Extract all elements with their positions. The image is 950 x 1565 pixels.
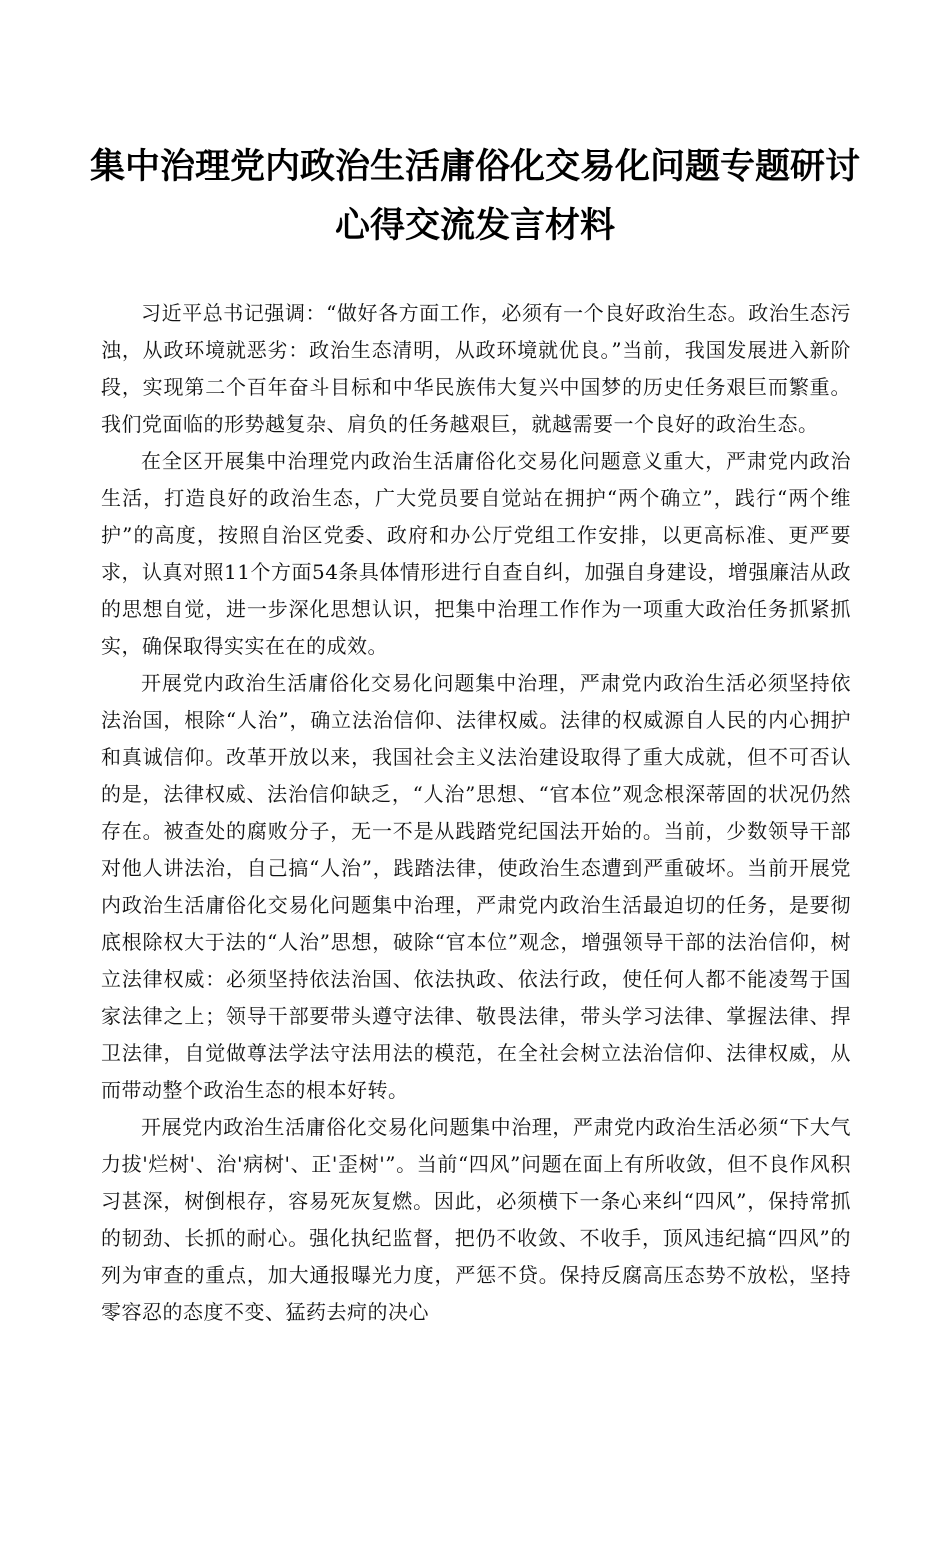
document-body (101, 295, 851, 1331)
paragraph-4: 开展党内政治生活庸俗化交易化问题集中治理，严肃党内政治生活必须“下大气力拔'烂树'、治'病树'、正'歪树'”。当前“四风”问题在面上有所收敛，但不良作风积习甚深，树倒根存，容易死灰复燃。因此，必须横下一条心来纠“四风”，保持常抓的韧劲、长抓的耐心。强化执纪监督，把仍不收敛、不收手，顶风违纪搞“四风”的列为审查的重点，加大通报曝光力度，严惩不贷。保持反腐高压态势不放松，坚持零容忍的态度不变、猛药去疴的决心 (101, 1115, 851, 1324)
paragraph-1: 习近平总书记强调：“做好各方面工作，必须有一个良好政治生态。政治生态污浊，从政环境就恶劣：政治生态清明，从政环境就优良。”当前，我国发展进入新阶段，实现第二个百年奋斗目标和中华民族伟大复兴中国梦的历史任务艰巨而繁重。我们党面临的形势越复杂、肩负的任务越艰巨，就越需要一个良好的政治生态。 (101, 301, 851, 436)
document-title-line-1: 集中治理党内政治生活庸俗化交易化问题专题研讨 (89, 147, 860, 187)
document-title-line-2: 心得交流发言材料 (334, 206, 615, 246)
paragraph-2: 在全区开展集中治理党内政治生活庸俗化交易化问题意义重大，严肃党内政治生活，打造良好的政治生态，广大党员要自觉站在拥护“两个确立”，践行“两个维护”的高度，按照自治区党委、政府和办公厅党组工作安排，以更高标准、更严要求，认真对照11个方面54条具体情形进行自查自纠，加强自身建设，增强廉洁从政的思想自觉，进一步深化思想认识，把集中治理工作作为一项重大政治任务抓紧抓实，确保取得实实在在的成效。 (101, 449, 851, 658)
paragraph-3: 开展党内政治生活庸俗化交易化问题集中治理，严肃党内政治生活必须坚持依法治国，根除“人治”，确立法治信仰、法律权威。法律的权威源自人民的内心拥护和真诚信仰。改革开放以来，我国社会主义法治建设取得了重大成就，但不可否认的是，法律权威、法治信仰缺乏，“人治”思想、“官本位”观念根深蒂固的状况仍然存在。被查处的腐败分子，无一不是从践踏党纪国法开始的。当前，少数领导干部对他人讲法治，自己搞“人治”，践踏法律，使政治生态遭到严重破坏。当前开展党内政治生活庸俗化交易化问题集中治理，严肃党内政治生活最迫切的任务，是要彻底根除权大于法的“人治”思想，破除“官本位”观念，增强领导干部的法治信仰，树立法律权威：必须坚持依法治国、依法执政、依法行政，使任何人都不能凌驾于国家法律之上；领导干部要带头遵守法律、敬畏法律，带头学习法律、掌握法律、捍卫法律，自觉做尊法学法守法用法的模范，在全社会树立法治信仰、法律权威，从而带动整个政治生态的根本好转。 (101, 671, 851, 1102)
